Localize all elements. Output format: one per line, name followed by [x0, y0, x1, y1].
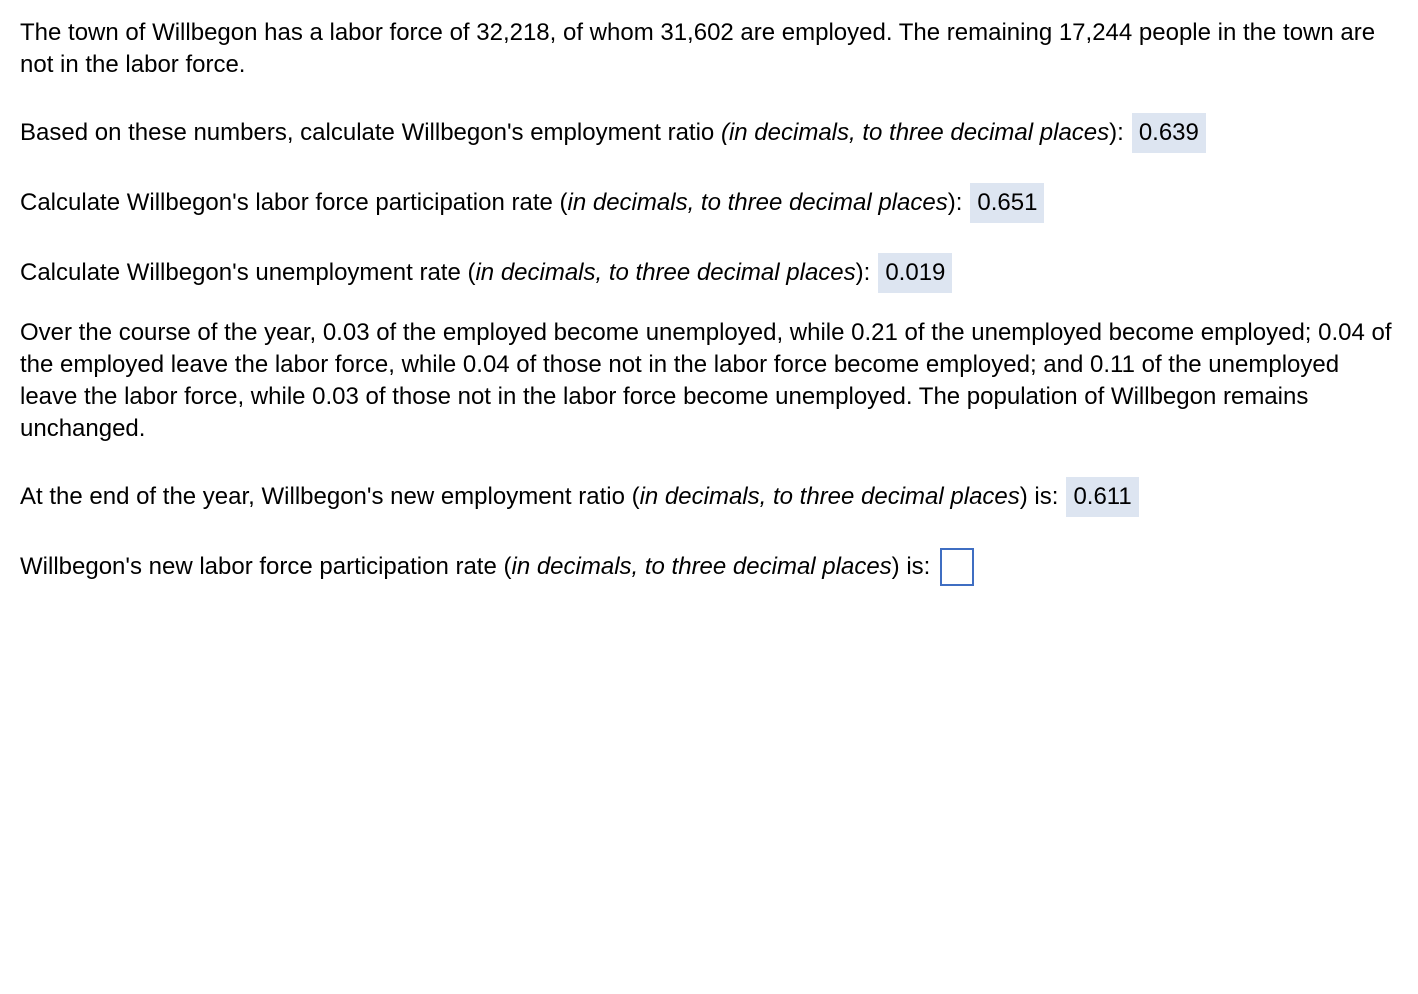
- question-prefix: Calculate Willbegon's unemployment rate (: [20, 259, 476, 286]
- question-hint: in decimals, to three decimal places: [475, 259, 856, 286]
- unemployment-rate-answer: 0.019: [878, 253, 952, 293]
- question-hint-open: (: [720, 119, 729, 146]
- question-hint: in decimals, to three decimal places: [567, 189, 948, 216]
- question-new-participation-rate: [20, 547, 1400, 587]
- question-text: [20, 189, 962, 217]
- question-prefix: Calculate Willbegon's labor force participation rate (: [20, 189, 568, 216]
- intro-paragraph: The town of Willbegon has a labor force of 32,218, of whom 31,602 are employed. The remaining 17,244 people in the town are not in the labor force.: [20, 19, 1376, 78]
- question-suffix: ):: [1109, 119, 1124, 146]
- question-content: [20, 17, 1400, 587]
- participation-rate-answer: 0.651: [970, 183, 1044, 223]
- question-hint: in decimals, to three decimal places: [511, 553, 892, 580]
- question-prefix: At the end of the year, Willbegon's new employment ratio (: [20, 483, 640, 510]
- question-new-employment-ratio: [20, 477, 1400, 517]
- question-text: [20, 259, 870, 287]
- question-suffix: ):: [855, 259, 871, 286]
- question-participation-rate: [20, 183, 1400, 223]
- employment-ratio-answer: 0.639: [1132, 113, 1206, 153]
- question-text: [20, 483, 1058, 511]
- question-text: [20, 119, 1124, 147]
- new-participation-rate-input[interactable]: [940, 548, 974, 586]
- question-suffix: ) is:: [1019, 483, 1059, 510]
- question-suffix: ) is:: [891, 553, 931, 580]
- new-employment-ratio-answer: 0.611: [1066, 477, 1138, 517]
- question-hint: in decimals, to three decimal places: [639, 483, 1020, 510]
- question-employment-ratio: [20, 113, 1400, 153]
- question-prefix: Willbegon's new labor force participation rate (: [20, 553, 512, 580]
- question-hint: in decimals, to three decimal places: [728, 119, 1110, 146]
- scenario-paragraph: Over the course of the year, 0.03 of the employed become unemployed, while 0.21 of the unemployed become employed; 0.04 of the employed leave the labor force, while 0.04 of those not in the labor force become employed; and 0.11 of the unemployed leave the labor force, while 0.03 of those not in the labor force become unemployed. The population of Willbegon remains unchanged.: [20, 319, 1392, 442]
- question-prefix: Based on these numbers, calculate Willbegon's employment ratio: [20, 119, 721, 146]
- question-text: [20, 553, 930, 581]
- question-suffix: ):: [947, 189, 963, 216]
- question-unemployment-rate: [20, 253, 1400, 293]
